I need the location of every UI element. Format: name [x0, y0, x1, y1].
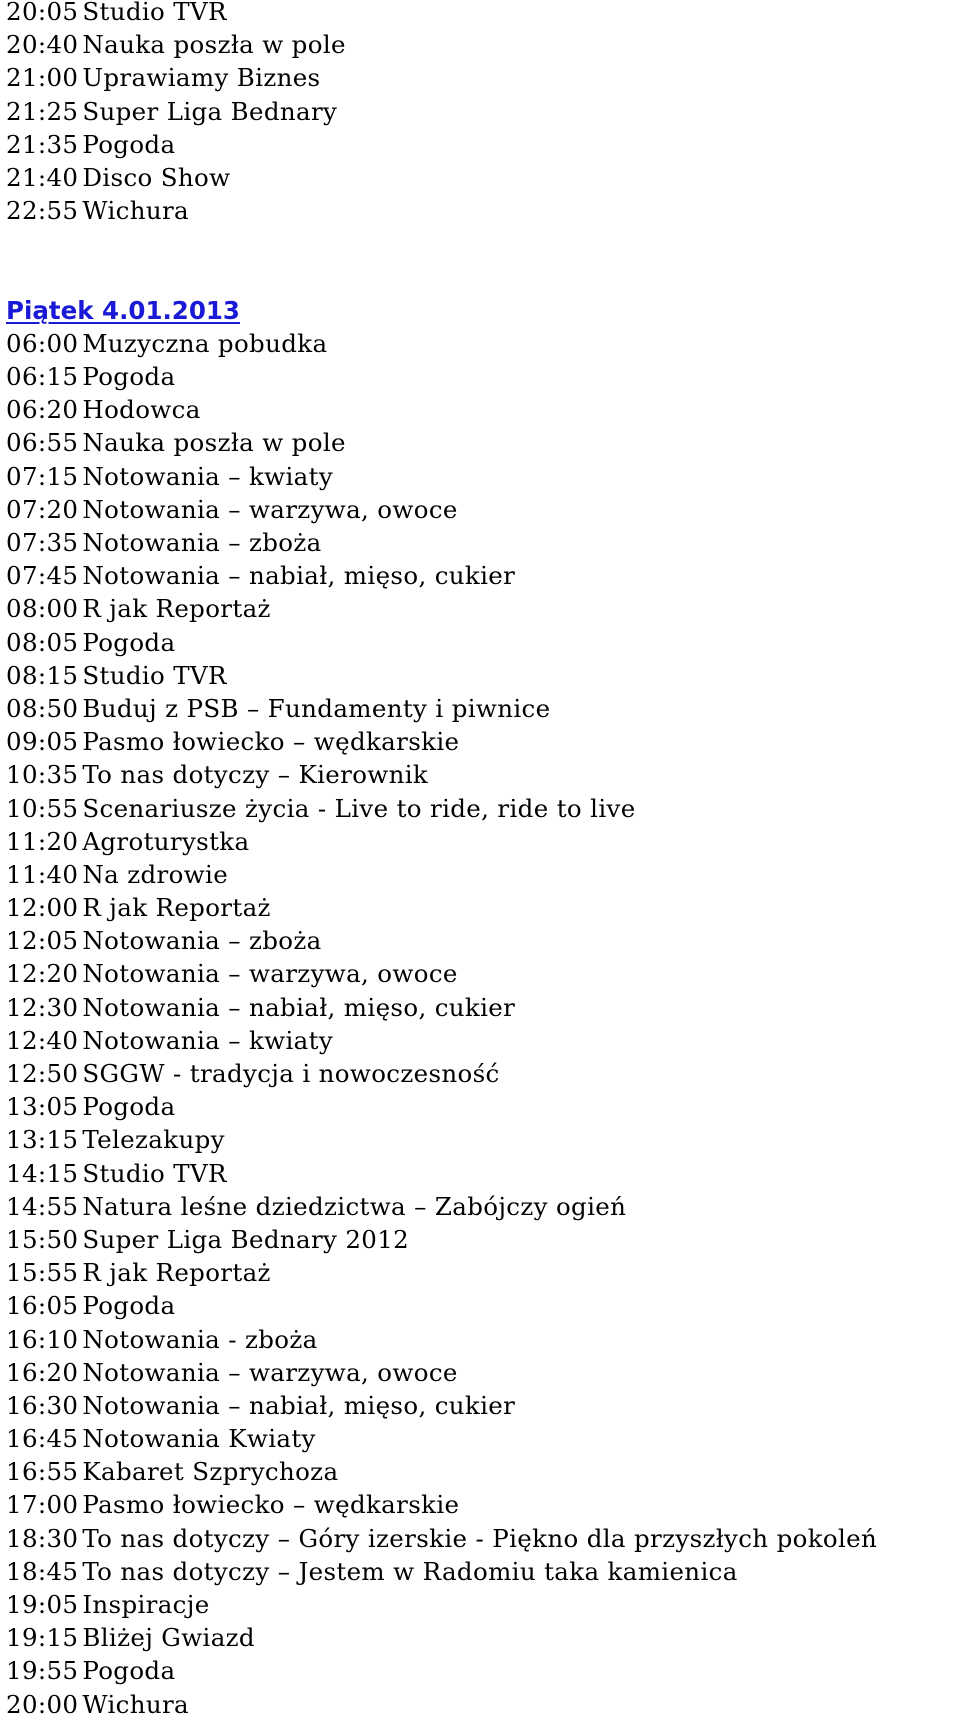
row-title: Wichura	[82, 1689, 189, 1719]
row-time: 08:50	[6, 693, 79, 723]
row-time: 08:00	[6, 594, 79, 624]
schedule-row	[6, 1455, 954, 1488]
row-title: Studio TVR	[82, 660, 227, 690]
row-time: 15:50	[6, 1224, 79, 1254]
schedule-row	[6, 1488, 954, 1521]
row-time: 06:20	[6, 395, 79, 425]
row-title: Notowania – warzywa, owoce	[82, 1357, 458, 1387]
schedule-row	[6, 0, 954, 28]
row-time: 13:15	[6, 1125, 79, 1155]
row-time: 21:35	[6, 129, 79, 159]
row-title: Nauka poszła w pole	[82, 30, 346, 60]
schedule-row	[6, 493, 954, 526]
row-title: Studio TVR	[82, 0, 227, 26]
row-time: 16:20	[6, 1357, 79, 1387]
schedule-row	[6, 1422, 954, 1455]
row-time: 15:55	[6, 1258, 79, 1288]
schedule-row	[6, 1090, 954, 1123]
day-heading-link[interactable]: Piątek 4.01.2013	[6, 295, 240, 325]
schedule-row	[6, 825, 954, 858]
row-time: 18:45	[6, 1556, 79, 1586]
row-time: 19:15	[6, 1623, 79, 1653]
schedule-row	[6, 1223, 954, 1256]
row-title: Hodowca	[82, 395, 201, 425]
schedule-row	[6, 1588, 954, 1621]
schedule-row	[6, 1123, 954, 1156]
schedule-row	[6, 1389, 954, 1422]
row-time: 06:00	[6, 328, 79, 358]
row-title: Pasmo łowiecko – wędkarskie	[82, 727, 460, 757]
row-title: R jak Reportaż	[82, 893, 271, 923]
row-title: Na zdrowie	[82, 859, 229, 889]
row-time: 06:15	[6, 362, 79, 392]
section-spacer	[6, 227, 954, 293]
row-title: Pogoda	[82, 362, 176, 392]
schedule-row	[6, 1057, 954, 1090]
schedule-row	[6, 692, 954, 725]
row-title: Muzyczna pobudka	[82, 328, 328, 358]
schedule-row	[6, 758, 954, 791]
row-title: Telezakupy	[82, 1125, 225, 1155]
row-title: Notowania - zboża	[82, 1324, 318, 1354]
row-time: 21:25	[6, 96, 79, 126]
row-time: 22:55	[6, 196, 79, 226]
schedule-row	[6, 95, 954, 128]
row-time: 21:00	[6, 63, 79, 93]
schedule-row	[6, 161, 954, 194]
schedule-row	[6, 360, 954, 393]
row-time: 12:00	[6, 893, 79, 923]
schedule-row	[6, 1522, 954, 1555]
row-time: 20:40	[6, 30, 79, 60]
row-title: Notowania – warzywa, owoce	[82, 959, 458, 989]
row-time: 12:20	[6, 959, 79, 989]
schedule-row	[6, 1157, 954, 1190]
row-title: To nas dotyczy – Kierownik	[82, 760, 429, 790]
row-title: Notowania – nabiał, mięso, cukier	[82, 1390, 516, 1420]
row-title: To nas dotyczy – Góry izerskie - Piękno dla przyszłych pokoleń	[82, 1523, 878, 1553]
row-title: Notowania – zboża	[82, 528, 322, 558]
row-title: Nauka poszła w pole	[82, 428, 346, 458]
row-time: 17:00	[6, 1490, 79, 1520]
row-time: 10:55	[6, 793, 79, 823]
row-title: Uprawiamy Biznes	[82, 63, 321, 93]
schedule-row	[6, 61, 954, 94]
schedule-row	[6, 1621, 954, 1654]
row-time: 21:40	[6, 162, 79, 192]
schedule-row	[6, 194, 954, 227]
row-time: 16:05	[6, 1291, 79, 1321]
schedule-row	[6, 1654, 954, 1687]
schedule-row	[6, 1190, 954, 1223]
row-title: Notowania – warzywa, owoce	[82, 494, 458, 524]
schedule-row	[6, 1024, 954, 1057]
row-time: 09:05	[6, 727, 79, 757]
row-title: Scenariusze życia - Live to ride, ride to live	[82, 793, 636, 823]
row-time: 11:20	[6, 826, 79, 856]
schedule-row	[6, 991, 954, 1024]
schedule-row	[6, 626, 954, 659]
row-time: 07:35	[6, 528, 79, 558]
row-time: 07:15	[6, 461, 79, 491]
schedule-previous-day	[6, 0, 954, 227]
schedule-row	[6, 1289, 954, 1322]
row-title: R jak Reportaż	[82, 1258, 271, 1288]
row-title: Studio TVR	[82, 1158, 227, 1188]
schedule-row	[6, 426, 954, 459]
row-title: Pogoda	[82, 627, 176, 657]
row-time: 14:55	[6, 1191, 79, 1221]
row-title: Buduj z PSB – Fundamenty i piwnice	[82, 693, 551, 723]
row-title: Pogoda	[82, 1656, 176, 1686]
row-title: Notowania – kwiaty	[82, 1025, 334, 1055]
row-title: Bliżej Gwiazd	[82, 1623, 255, 1653]
row-time: 16:45	[6, 1424, 79, 1454]
row-title: Super Liga Bednary 2012	[82, 1224, 410, 1254]
row-time: 20:05	[6, 0, 79, 26]
row-time: 16:30	[6, 1390, 79, 1420]
tv-schedule-document	[6, 0, 954, 1721]
row-time: 08:15	[6, 660, 79, 690]
row-title: Wichura	[82, 196, 189, 226]
schedule-row	[6, 1323, 954, 1356]
schedule-row	[6, 559, 954, 592]
row-title: Pogoda	[82, 1291, 176, 1321]
row-title: Notowania – zboża	[82, 926, 322, 956]
schedule-row	[6, 460, 954, 493]
row-title: Pogoda	[82, 129, 176, 159]
row-title: Pogoda	[82, 1092, 176, 1122]
row-title: Natura leśne dziedzictwa – Zabójczy ogień	[82, 1191, 627, 1221]
row-time: 12:30	[6, 992, 79, 1022]
schedule-row	[6, 957, 954, 990]
schedule-row	[6, 592, 954, 625]
schedule-row	[6, 327, 954, 360]
row-title: Disco Show	[82, 162, 231, 192]
schedule-row	[6, 659, 954, 692]
row-time: 10:35	[6, 760, 79, 790]
row-time: 06:55	[6, 428, 79, 458]
row-title: Inspiracje	[82, 1590, 210, 1620]
row-time: 19:55	[6, 1656, 79, 1686]
schedule-row	[6, 393, 954, 426]
row-title: Super Liga Bednary	[82, 96, 338, 126]
schedule-row	[6, 1688, 954, 1721]
row-title: Kabaret Szprychoza	[82, 1457, 339, 1487]
day-schedule-list	[6, 327, 954, 1721]
schedule-row	[6, 526, 954, 559]
row-time: 07:45	[6, 561, 79, 591]
row-time: 11:40	[6, 859, 79, 889]
schedule-row	[6, 924, 954, 957]
row-title: SGGW - tradycja i nowoczesność	[82, 1059, 500, 1089]
row-title: Notowania Kwiaty	[82, 1424, 316, 1454]
row-time: 12:05	[6, 926, 79, 956]
row-time: 16:10	[6, 1324, 79, 1354]
row-time: 16:55	[6, 1457, 79, 1487]
day-heading-row	[6, 294, 954, 327]
row-title: Notowania – nabiał, mięso, cukier	[82, 992, 516, 1022]
row-title: R jak Reportaż	[82, 594, 271, 624]
row-title: Pasmo łowiecko – wędkarskie	[82, 1490, 460, 1520]
row-time: 07:20	[6, 494, 79, 524]
schedule-row	[6, 28, 954, 61]
schedule-row	[6, 891, 954, 924]
row-title: Notowania – nabiał, mięso, cukier	[82, 561, 516, 591]
schedule-row	[6, 128, 954, 161]
row-time: 20:00	[6, 1689, 79, 1719]
row-title: Agroturystka	[82, 826, 250, 856]
schedule-row	[6, 1555, 954, 1588]
schedule-row	[6, 858, 954, 891]
row-time: 08:05	[6, 627, 79, 657]
row-time: 14:15	[6, 1158, 79, 1188]
row-time: 12:40	[6, 1025, 79, 1055]
schedule-row	[6, 725, 954, 758]
row-time: 19:05	[6, 1590, 79, 1620]
schedule-row	[6, 792, 954, 825]
row-time: 18:30	[6, 1523, 79, 1553]
row-title: To nas dotyczy – Jestem w Radomiu taka kamienica	[82, 1556, 738, 1586]
schedule-row	[6, 1256, 954, 1289]
row-time: 12:50	[6, 1059, 79, 1089]
row-title: Notowania – kwiaty	[82, 461, 334, 491]
row-time: 13:05	[6, 1092, 79, 1122]
schedule-row	[6, 1356, 954, 1389]
